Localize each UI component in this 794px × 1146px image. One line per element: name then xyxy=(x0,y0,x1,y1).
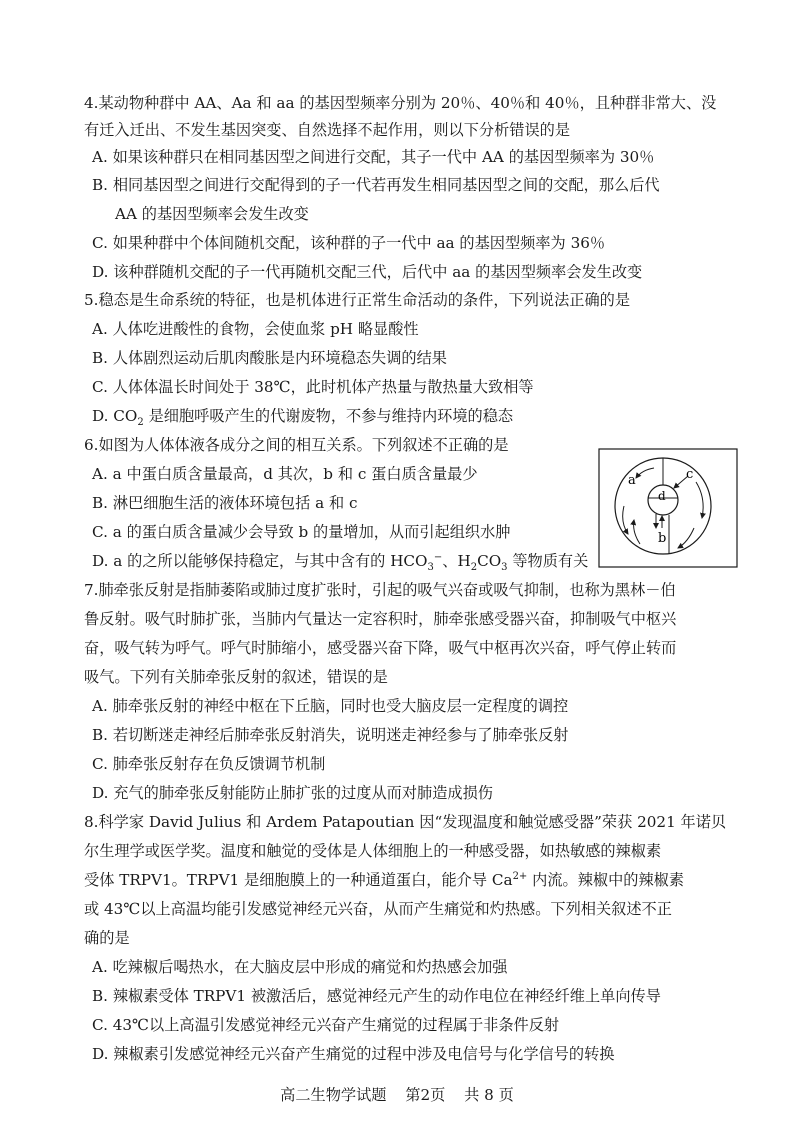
q8-stem-line-4: 或 43℃以上高温均能引发感觉神经元兴奋，从而产生痛觉和灼热感。下列相关叙述不正 xyxy=(84,900,672,918)
q4-stem-line-1: 4.某动物种群中 AA、Aa 和 aa 的基因型频率分别为 20％、40％和 40％，且种群非常大、没 xyxy=(84,94,717,112)
footer-total-pages: 共 8 页 xyxy=(464,1086,514,1104)
q8-stem-line-5: 确的是 xyxy=(84,929,130,947)
q8-stem-line-1: 8.科学家 David Julius 和 Ardem Patapoutian 因“发现温度和触觉感受器”荣获 2021 年诺贝 xyxy=(84,813,727,831)
footer-subject: 高二生物学试题 xyxy=(280,1086,387,1104)
label-d: d xyxy=(658,489,666,503)
q7-option-c: C. 肺牵张反射存在负反馈调节机制 xyxy=(92,755,326,773)
q4-option-b-line-1: B. 相同基因型之间进行交配得到的子一代若再发生相同基因型之间的交配，那么后代 xyxy=(92,176,660,194)
q8-stem-line-3: 受体 TRPV1。TRPV1 是细胞膜上的一种通道蛋白，能介导 $Ca^{2+}$ 内流。辣椒中的辣椒素 xyxy=(84,870,685,889)
q5-option-c: C. 人体体温长时间处于 38℃，此时机体产热量与散热量大致相等 xyxy=(92,378,534,396)
label-b: b xyxy=(658,531,667,546)
q4-stem-line-2: 有迁入迁出、不发生基因突变、自然选择不起作用，则以下分析错误的是 xyxy=(84,121,570,139)
q8-option-b: B. 辣椒素受体 TRPV1 被激活后，感觉神经元产生的动作电位在神经纤维上单向传导 xyxy=(92,987,661,1005)
q6-option-d: D. a 的之所以能够保持稳定，与其中含有的 $HCO_3^-$、$H_2CO_3$ 等物质有关 xyxy=(92,551,589,574)
q7-option-b: B. 若切断迷走神经后肺牵张反射消失，说明迷走神经参与了肺牵张反射 xyxy=(92,726,569,744)
label-c: c xyxy=(686,467,694,482)
q7-stem-line-2: 鲁反射。吸气时肺扩张，当肺内气量达一定容积时，肺牵张感受器兴奋，抑制吸气中枢兴 xyxy=(84,610,677,628)
q6-option-b: B. 淋巴细胞生活的液体环境包括 a 和 c xyxy=(92,494,358,512)
q7-option-d: D. 充气的肺牵张反射能防止肺扩张的过度从而对肺造成损伤 xyxy=(92,784,493,802)
body-fluid-diagram xyxy=(598,448,738,568)
q6-option-c: C. a 的蛋白质含量减少会导致 b 的量增加，从而引起组织水肿 xyxy=(92,523,511,541)
arrow-left-down xyxy=(623,506,628,534)
q7-stem-line-3: 奋，吸气转为呼气。呼气时肺缩小，感受器兴奋下降，吸气中枢再次兴奋，呼气停止转而 xyxy=(84,639,677,657)
footer-page-number: 第2页 xyxy=(405,1086,446,1104)
q6-option-a: A. a 中蛋白质含量最高，d 其次，b 和 c 蛋白质含量最少 xyxy=(92,465,478,483)
q4-option-d: D. 该种群随机交配的子一代再随机交配三代，后代中 aa 的基因型频率会发生改变 xyxy=(92,263,643,281)
arrow-right xyxy=(696,482,703,518)
page-footer xyxy=(0,1084,794,1105)
q6-stem: 6.如图为人体体液各成分之间的相互关系。下列叙述不正确的是 xyxy=(84,436,509,454)
q8-stem-line-2: 尔生理学或医学奖。温度和触觉的受体是人体细胞上的一种感受器，如热敏感的辣椒素 xyxy=(84,842,662,860)
q4-option-a: A. 如果该种群只在相同基因型之间进行交配，其子一代中 AA 的基因型频率为 30％ xyxy=(92,148,655,166)
q5-option-a: A. 人体吃进酸性的食物，会使血浆 pH 略显酸性 xyxy=(92,320,419,338)
arrow-left-up xyxy=(634,520,640,544)
q8-option-d: D. 辣椒素引发感觉神经元兴奋产生痛觉的过程中涉及电信号与化学信号的转换 xyxy=(92,1045,615,1063)
q8-option-c: C. 43℃以上高温引发感觉神经元兴奋产生痛觉的过程属于非条件反射 xyxy=(92,1016,560,1034)
q7-stem-line-1: 7.肺牵张反射是指肺萎陷或肺过度扩张时，引起的吸气兴奋或吸气抑制，也称为黑林－伯 xyxy=(84,581,676,599)
q5-option-d: D. $CO_2$ 是细胞呼吸产生的代谢废物，不参与维持内环境的稳态 xyxy=(92,407,514,429)
q4-option-c: C. 如果种群中个体间随机交配，该种群的子一代中 aa 的基因型频率为 36％ xyxy=(92,234,606,252)
label-a: a xyxy=(628,473,636,488)
q4-option-b-line-2: AA 的基因型频率会发生改变 xyxy=(115,205,309,223)
q7-stem-line-4: 吸气。下列有关肺牵张反射的叙述，错误的是 xyxy=(84,668,388,686)
diagram-frame xyxy=(599,449,737,567)
q8-option-a: A. 吃辣椒后喝热水，在大脑皮层中形成的痛觉和灼热感会加强 xyxy=(92,958,508,976)
q7-option-a: A. 肺牵张反射的神经中枢在下丘脑，同时也受大脑皮层一定程度的调控 xyxy=(92,697,569,715)
arrow-top-left xyxy=(636,468,654,478)
q5-stem: 5.稳态是生命系统的特征，也是机体进行正常生命活动的条件，下列说法正确的是 xyxy=(84,291,631,309)
q5-option-b: B. 人体剧烈运动后肌肉酸胀是内环境稳态失调的结果 xyxy=(92,349,447,367)
